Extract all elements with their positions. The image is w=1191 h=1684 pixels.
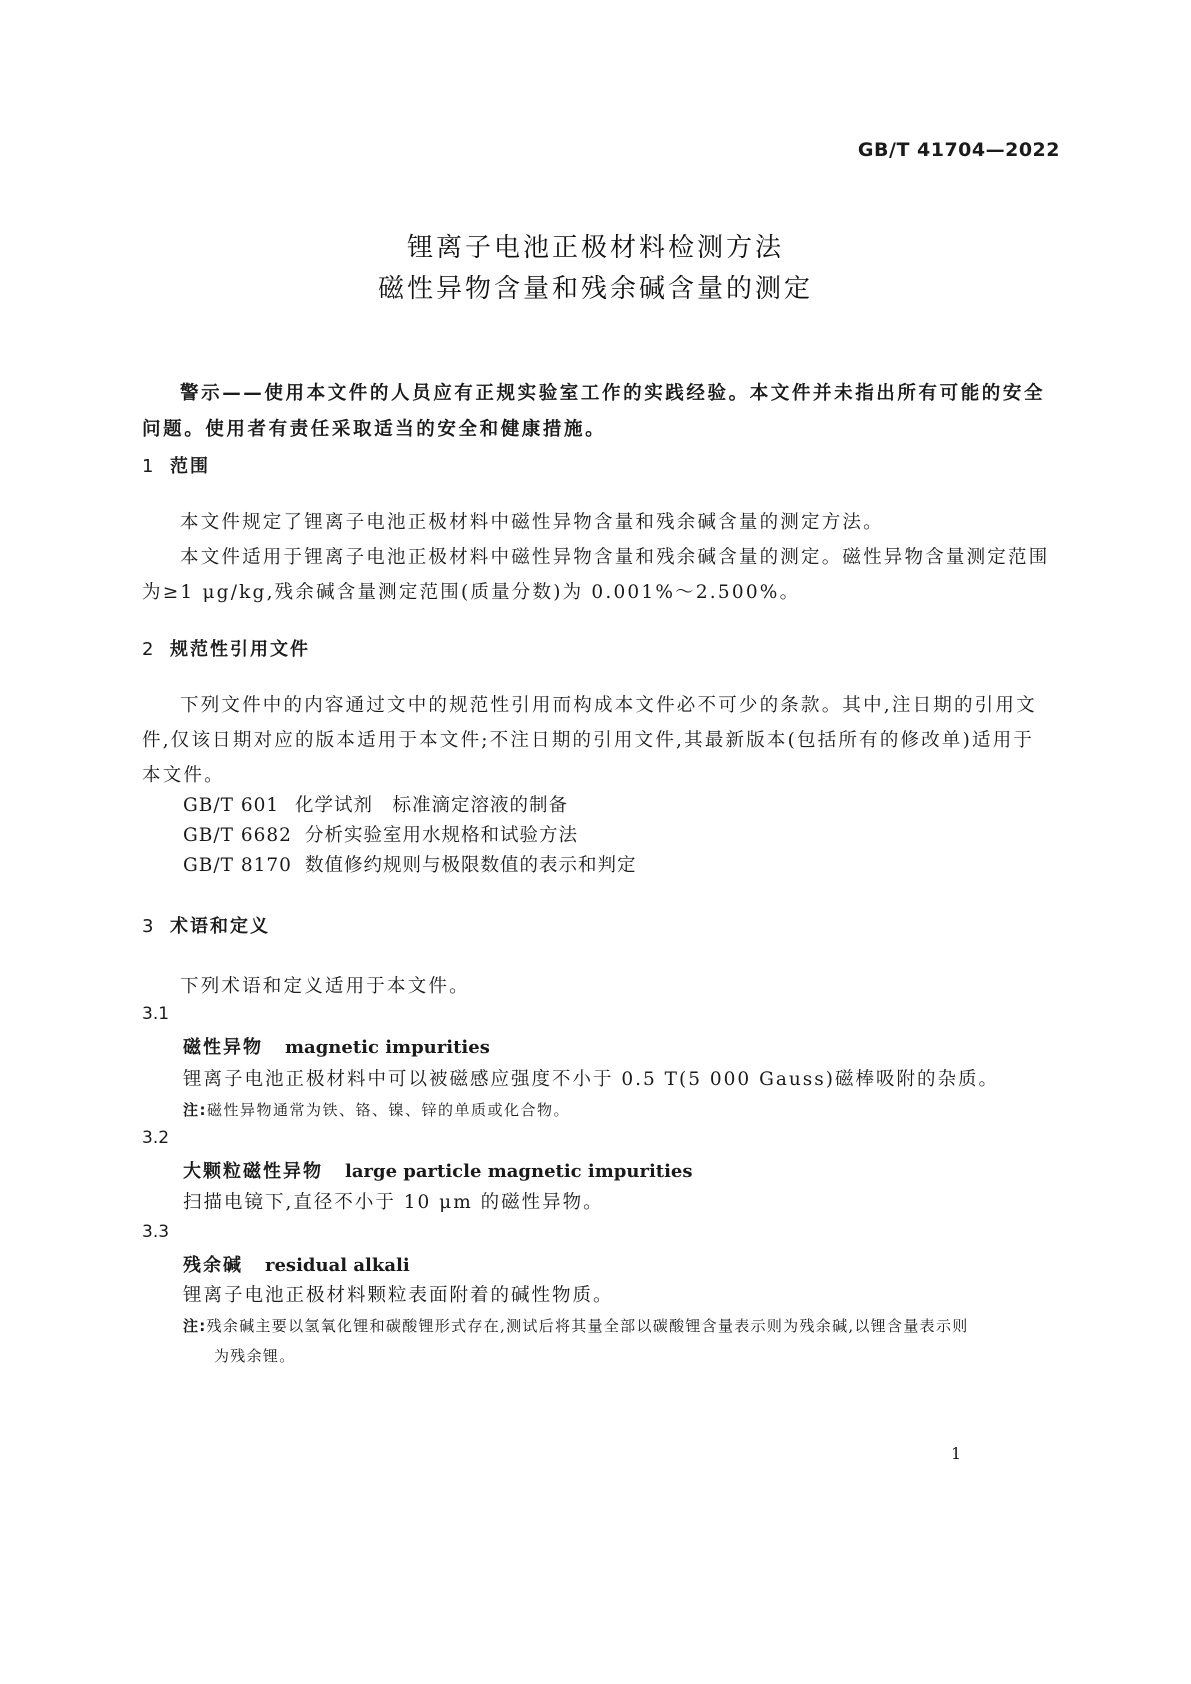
- note-label: 注:: [183, 1317, 207, 1335]
- reference-title: 数值修约规则与极限数值的表示和判定: [305, 855, 637, 876]
- standard-code: GB/T 41704—2022: [857, 139, 1060, 161]
- term-heading: [183, 1033, 490, 1059]
- term-note: [183, 1311, 1058, 1371]
- section-heading-normative-references: [142, 635, 310, 661]
- paragraph-line: 本文件。: [142, 765, 225, 786]
- page-number: 1: [951, 1444, 962, 1463]
- clause-number: 3.2: [142, 1128, 170, 1148]
- section-title: 术语和定义: [170, 916, 270, 937]
- note-text-line2: 为残余锂。: [214, 1347, 296, 1365]
- note-text: 磁性异物通常为铁、铬、镍、锌的单质或化合物。: [207, 1101, 571, 1119]
- reference-title: 分析实验室用水规格和试验方法: [305, 825, 579, 846]
- reference-item: [183, 821, 578, 847]
- section-heading-scope: [142, 452, 210, 478]
- term-zh: 磁性异物: [183, 1037, 263, 1058]
- term-note: [183, 1099, 570, 1120]
- section-title: 范围: [170, 456, 210, 477]
- term-en: residual alkali: [265, 1255, 410, 1276]
- term-heading: [183, 1157, 693, 1183]
- section-title: 规范性引用文件: [170, 639, 310, 660]
- section-number: 2: [142, 639, 156, 660]
- warning-notice: 警示——使用本文件的人员应有正规实验室工作的实践经验。本文件并未指出所有可能的安全问题。使用者有责任采取适当的安全和健康措施。: [142, 383, 1046, 440]
- reference-item: [183, 851, 637, 877]
- paragraph-line: 下列文件中的内容通过文中的规范性引用而构成本文件必不可少的条款。其中,注日期的引用文: [180, 695, 1037, 716]
- paragraph-line: 件,仅该日期对应的版本适用于本文件;不注日期的引用文件,其最新版本(包括所有的修改单)适用于: [142, 730, 1035, 751]
- section-number: 3: [142, 916, 156, 937]
- paragraph: 本文件规定了锂离子电池正极材料中磁性异物含量和残余碱含量的测定方法。: [180, 512, 884, 533]
- reference-code: GB/T 6682: [183, 825, 292, 846]
- note-label: 注:: [183, 1101, 207, 1119]
- clause-number: 3.1: [142, 1004, 170, 1024]
- term-definition: 锂离子电池正极材料中可以被磁感应强度不小于 0.5 T(5 000 Gauss)磁棒吸附的杂质。: [183, 1069, 1000, 1090]
- term-zh: 残余碱: [183, 1255, 243, 1276]
- term-en: large particle magnetic impurities: [345, 1161, 693, 1182]
- clause-number: 3.3: [142, 1222, 170, 1242]
- reference-code: GB/T 601: [183, 795, 280, 816]
- section-heading-terms: [142, 912, 270, 938]
- term-en: magnetic impurities: [285, 1037, 490, 1058]
- term-zh: 大颗粒磁性异物: [183, 1161, 323, 1182]
- term-definition: 扫描电镜下,直径不小于 10 μm 的磁性异物。: [183, 1192, 604, 1213]
- paragraph: 下列术语和定义适用于本文件。: [180, 976, 470, 997]
- paragraph-line: 为≥1 μg/kg,残余碱含量测定范围(质量分数)为 0.001%～2.500%。: [142, 582, 801, 603]
- reference-item: [183, 791, 568, 817]
- section-number: 1: [142, 456, 156, 477]
- reference-code: GB/T 8170: [183, 855, 292, 876]
- term-heading: [183, 1251, 410, 1277]
- document-title-line1: 锂离子电池正极材料检测方法: [406, 233, 784, 263]
- paragraph-line: 本文件适用于锂离子电池正极材料中磁性异物含量和残余碱含量的测定。磁性异物含量测定范围: [180, 547, 1050, 568]
- reference-title: 化学试剂 标准滴定溶液的制备: [295, 795, 569, 816]
- document-title-line2: 磁性异物含量和残余碱含量的测定: [377, 274, 813, 304]
- term-definition: 锂离子电池正极材料颗粒表面附着的碱性物质。: [183, 1285, 614, 1306]
- note-text-line1: 残余碱主要以氢氧化锂和碳酸锂形式存在,测试后将其量全部以碳酸锂含量表示则为残余碱,以锂含量表示则: [206, 1317, 969, 1335]
